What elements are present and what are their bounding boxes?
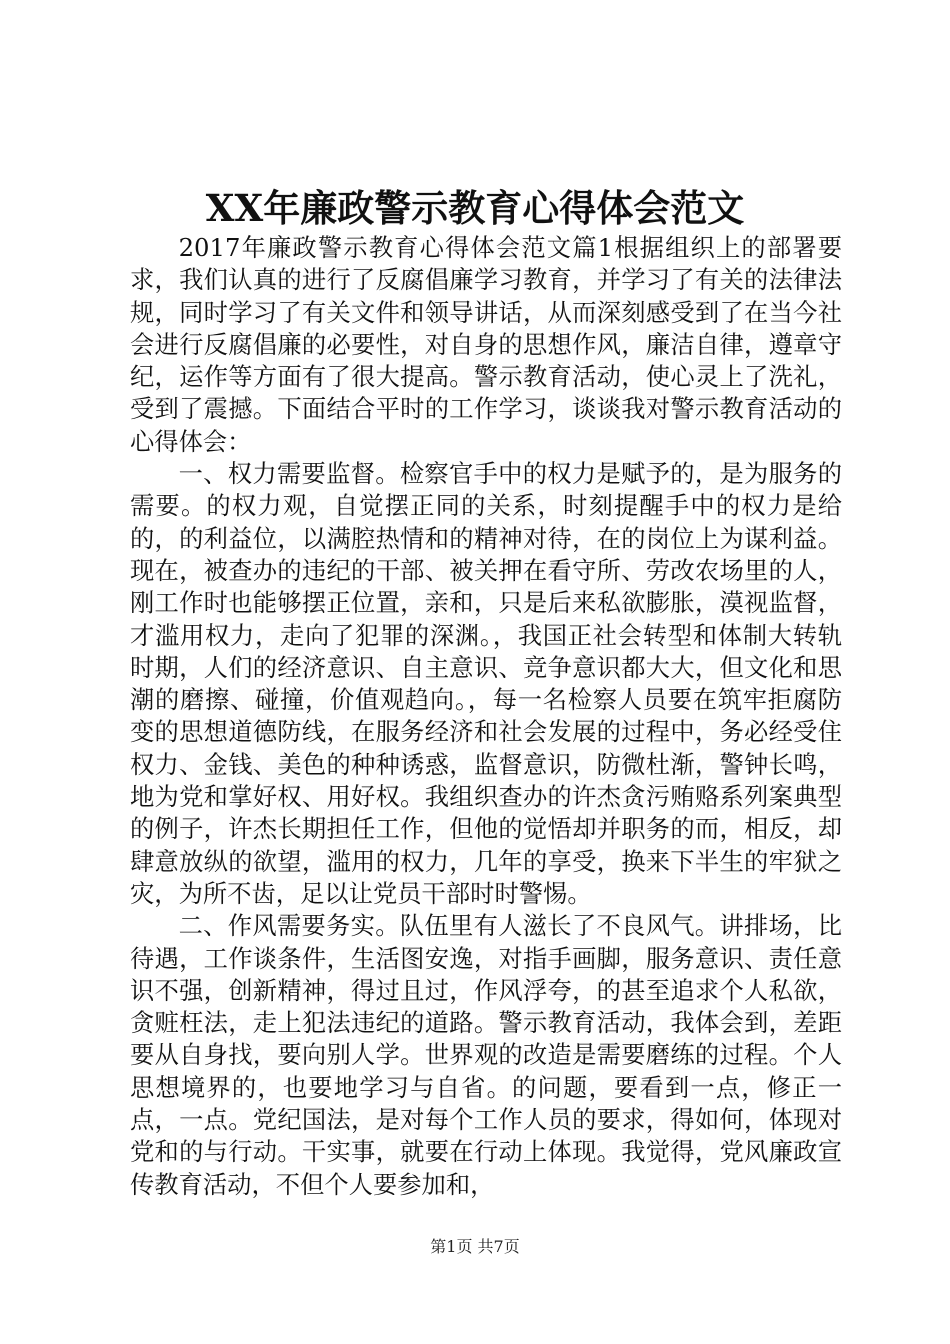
document-title: XX年廉政警示教育心得体会范文 [205, 186, 745, 230]
paragraph-intro: 2017年廉政警示教育心得体会范文篇1根据组织上的部署要求，我们认真的进行了反腐倡廉学习教育，并学习了有关的法律法规，同时学习了有关文件和领导讲话，从而深刻感受到了在当今社会进行反腐倡廉的必要性，对自身的思想作风，廉洁自律，遵章守纪，运作等方面有了很大提高。警示教育活动，使心灵上了洗礼，受到了震撼。下面结合平时的工作学习，谈谈我对警示教育活动的心得体会： [130, 233, 842, 456]
paragraph-power-supervision: 一、权力需要监督。检察官手中的权力是赋予的，是为服务的需要。的权力观，自觉摆正同的关系，时刻提醒手中的权力是给的，的利益位，以满腔热情和的精神对待，在的岗位上为谋利益。现在，被查办的违纪的干部、被关押在看守所、劳改农场里的人，刚工作时也能够摆正位置，亲和，只是后来私欲膨胀，漠视监督，才滥用权力，走向了犯罪的深渊。，我国正社会转型和体制大转轨时期，人们的经济意识、自主意识、竞争意识都大大，但文化和思潮的磨擦、碰撞，价值观趋向。，每一名检察人员要在筑牢拒腐防变的思想道德防线，在服务经济和社会发展的过程中，务必经受住权力、金钱、美色的种种诱惑，监督意识，防微杜渐，警钟长鸣，地为党和掌好权、用好权。我组织查办的许杰贪污贿赂系列案典型的例子，许杰长期担任工作，但他的觉悟却并职务的而，相反，却肆意放纵的欲望，滥用的权力，几年的享受，换来下半生的牢狱之灾，为所不齿，足以让党员干部时时警惕。 [130, 459, 842, 908]
document-body [130, 232, 842, 1201]
paragraph-work-style: 二、作风需要务实。队伍里有人滋长了不良风气。讲排场，比待遇，工作谈条件，生活图安逸，对指手画脚，服务意识、责任意识不强，创新精神，得过且过，作风浮夸，的甚至追求个人私欲，贪赃枉法，走上犯法违纪的道路。警示教育活动，我体会到，差距要从自身找，要向别人学。世界观的改造是需要磨练的过程。个人思想境界的，也要地学习与自省。的问题，要看到一点，修正一点，一点。党纪国法，是对每个工作人员的要求，得如何，体现对党和的与行动。干实事，就要在行动上体现。我觉得，党风廉政宣传教育活动，不但个人要参加和， [130, 911, 842, 1199]
page-number-footer: 第1页 共7页 [430, 1237, 520, 1256]
